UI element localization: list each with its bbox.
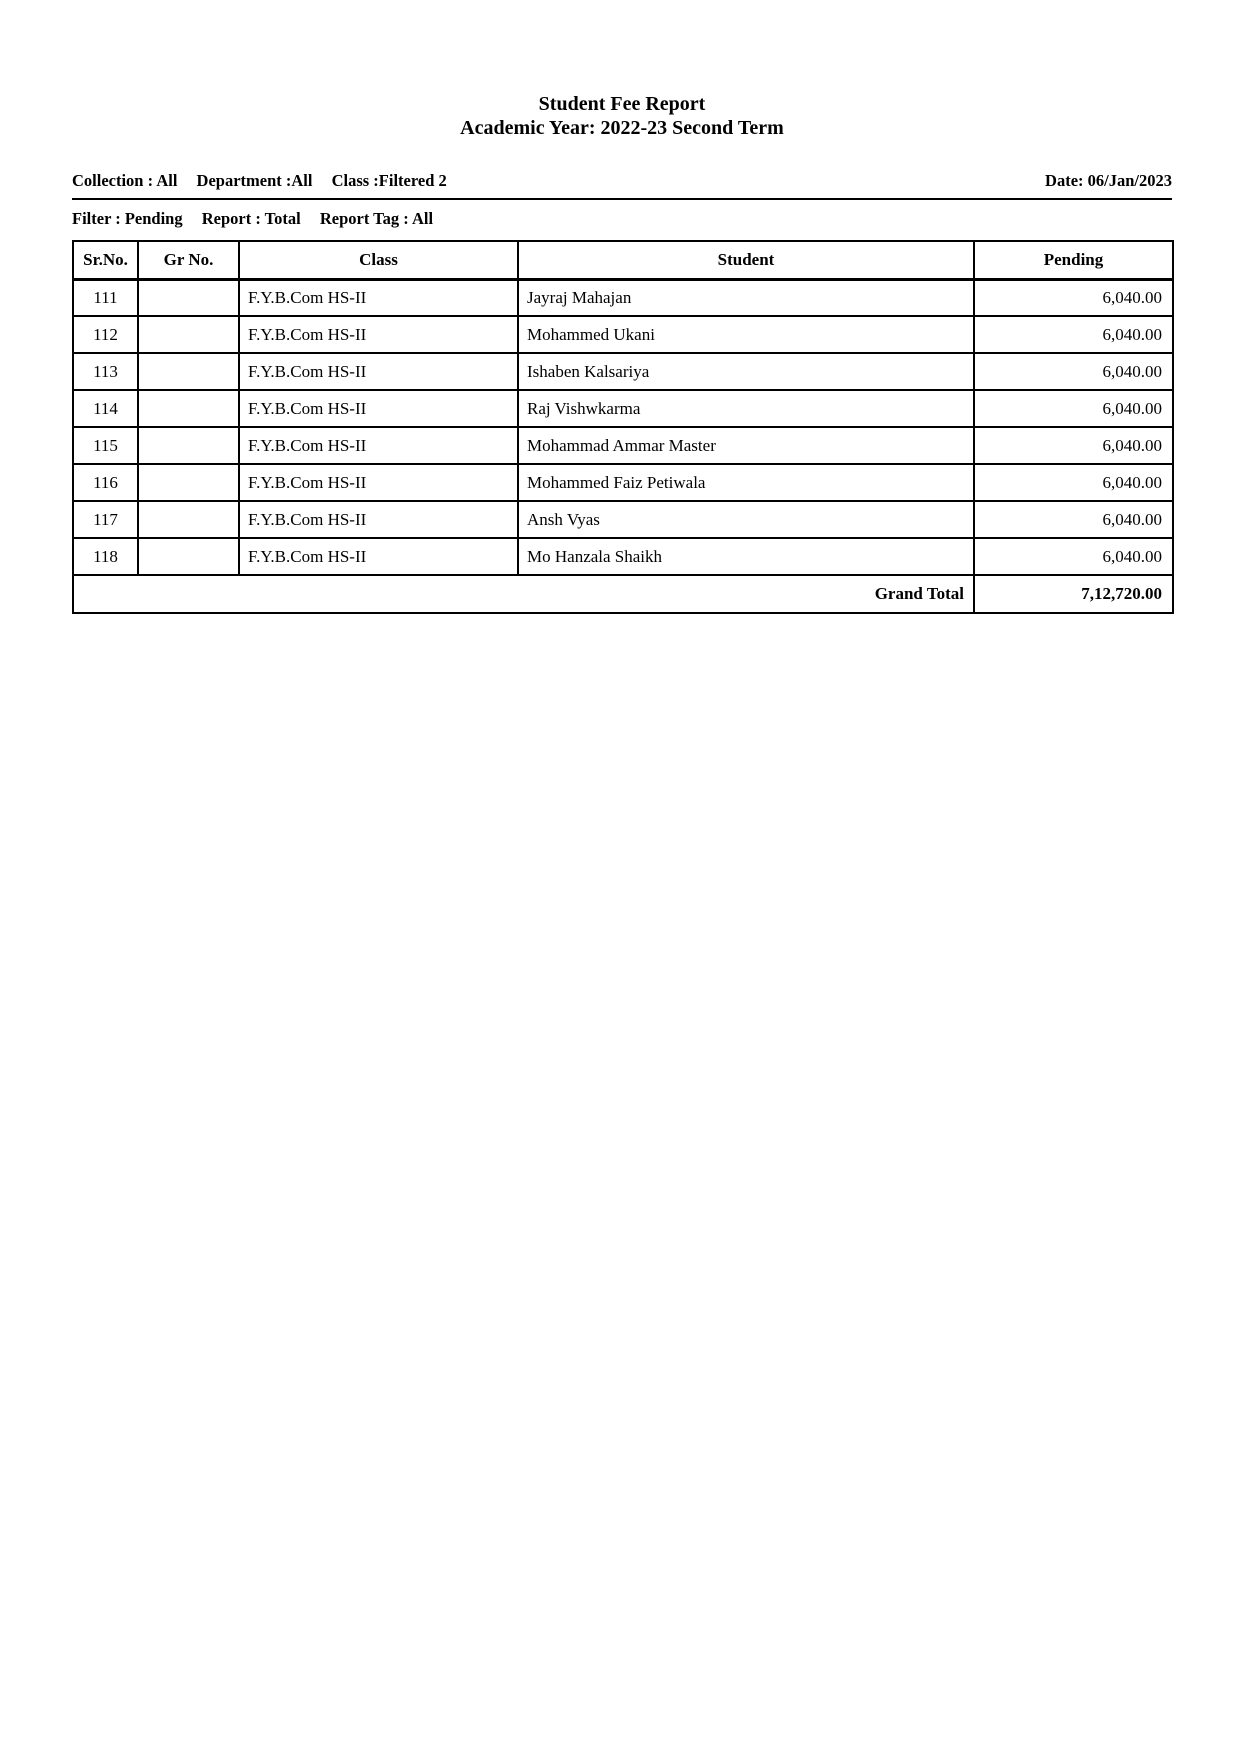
cell-gr-no <box>138 279 239 316</box>
report-subtitle: Academic Year: 2022-23 Second Term <box>460 117 784 139</box>
cell-class: F.Y.B.Com HS-II <box>239 501 518 538</box>
meta-row <box>72 171 1172 200</box>
filter-pending: Filter : Pending <box>72 209 183 228</box>
cell-pending: 6,040.00 <box>974 390 1173 427</box>
cell-sr-no: 113 <box>73 353 138 390</box>
grand-total-label: Grand Total <box>73 575 974 613</box>
cell-class: F.Y.B.Com HS-II <box>239 427 518 464</box>
meta-left-group <box>72 171 447 191</box>
fee-table-header <box>73 241 1173 279</box>
filter-report: Report : Total <box>201 209 301 228</box>
cell-pending: 6,040.00 <box>974 464 1173 501</box>
cell-gr-no <box>138 464 239 501</box>
table-row <box>73 501 1173 538</box>
cell-student: Mo Hanzala Shaikh <box>518 538 974 575</box>
cell-sr-no: 111 <box>73 279 138 316</box>
meta-class: Class :Filtered 2 <box>331 171 447 190</box>
cell-class: F.Y.B.Com HS-II <box>239 279 518 316</box>
cell-class: F.Y.B.Com HS-II <box>239 464 518 501</box>
cell-pending: 6,040.00 <box>974 316 1173 353</box>
cell-sr-no: 115 <box>73 427 138 464</box>
grand-total-value: 7,12,720.00 <box>974 575 1173 613</box>
cell-gr-no <box>138 390 239 427</box>
cell-sr-no: 117 <box>73 501 138 538</box>
table-row <box>73 390 1173 427</box>
cell-gr-no <box>138 501 239 538</box>
header-sr-no: Sr.No. <box>73 241 138 279</box>
cell-sr-no: 112 <box>73 316 138 353</box>
cell-gr-no <box>138 353 239 390</box>
cell-student: Mohammad Ammar Master <box>518 427 974 464</box>
cell-student: Jayraj Mahajan <box>518 279 974 316</box>
cell-gr-no <box>138 316 239 353</box>
cell-pending: 6,040.00 <box>974 353 1173 390</box>
cell-class: F.Y.B.Com HS-II <box>239 390 518 427</box>
cell-sr-no: 114 <box>73 390 138 427</box>
fee-table <box>72 240 1174 614</box>
report-header <box>72 0 1172 140</box>
cell-pending: 6,040.00 <box>974 501 1173 538</box>
table-row <box>73 316 1173 353</box>
fee-table-body <box>73 279 1173 613</box>
table-row <box>73 538 1173 575</box>
filter-report-tag: Report Tag : All <box>319 209 434 228</box>
cell-student: Mohammed Faiz Petiwala <box>518 464 974 501</box>
cell-student: Mohammed Ukani <box>518 316 974 353</box>
header-gr-no: Gr No. <box>138 241 239 279</box>
cell-student: Raj Vishwkarma <box>518 390 974 427</box>
cell-pending: 6,040.00 <box>974 427 1173 464</box>
cell-pending: 6,040.00 <box>974 538 1173 575</box>
cell-student: Ishaben Kalsariya <box>518 353 974 390</box>
cell-student: Ansh Vyas <box>518 501 974 538</box>
header-row <box>73 241 1173 279</box>
table-row <box>73 353 1173 390</box>
cell-sr-no: 116 <box>73 464 138 501</box>
cell-class: F.Y.B.Com HS-II <box>239 316 518 353</box>
meta-department: Department :All <box>196 171 313 190</box>
header-student: Student <box>518 241 974 279</box>
table-row <box>73 279 1173 316</box>
filter-row <box>72 209 1172 229</box>
cell-class: F.Y.B.Com HS-II <box>239 353 518 390</box>
meta-collection: Collection : All <box>72 171 178 190</box>
report-date: Date: 06/Jan/2023 <box>1045 171 1172 190</box>
report-title: Student Fee Report <box>538 93 706 115</box>
table-row <box>73 427 1173 464</box>
cell-pending: 6,040.00 <box>974 279 1173 316</box>
cell-gr-no <box>138 538 239 575</box>
table-row <box>73 464 1173 501</box>
cell-class: F.Y.B.Com HS-II <box>239 538 518 575</box>
cell-gr-no <box>138 427 239 464</box>
report-content <box>0 0 1240 614</box>
grand-total-row <box>73 575 1173 613</box>
header-class: Class <box>239 241 518 279</box>
header-pending: Pending <box>974 241 1173 279</box>
cell-sr-no: 118 <box>73 538 138 575</box>
